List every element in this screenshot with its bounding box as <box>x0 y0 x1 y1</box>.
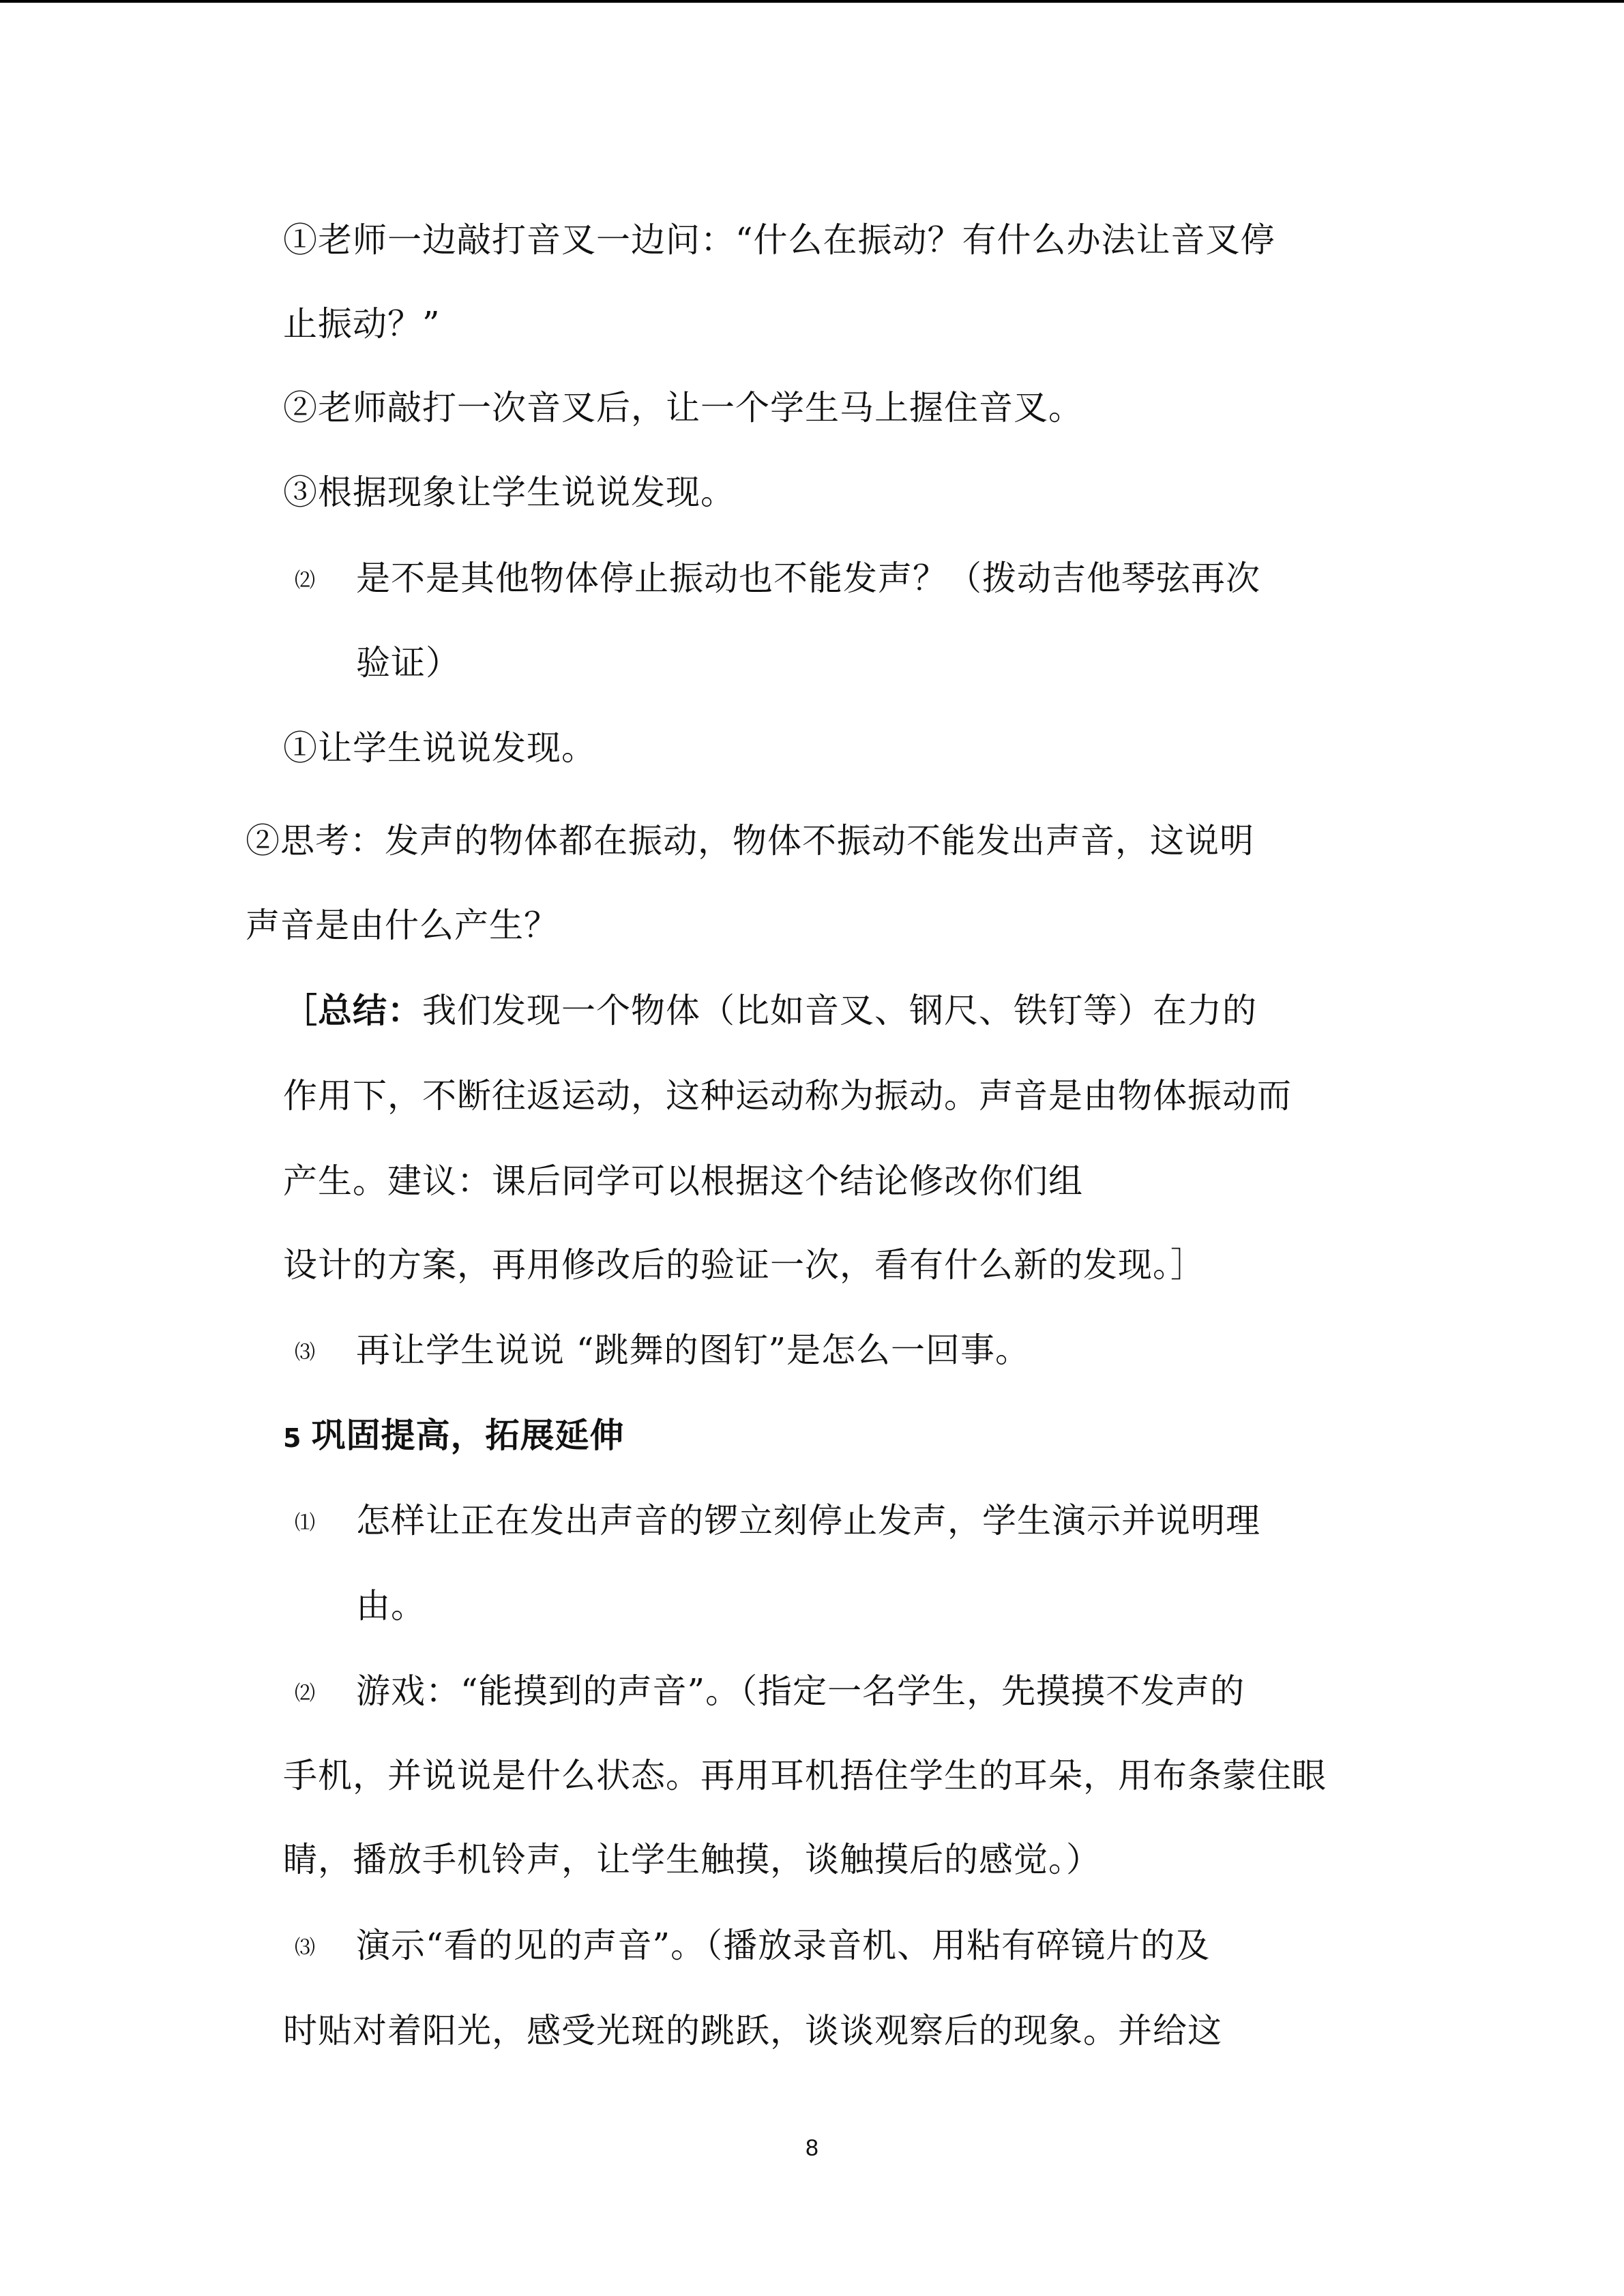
numbered-line <box>295 1671 1245 1714</box>
line-text: 怎样让正在发出声音的锣立刻停止发声，学生演示并说明理 <box>356 1501 1260 1540</box>
text-line: 手机，并说说是什么状态。再用耳机捂住学生的耳朵，用布条蒙住眼 <box>283 1756 1327 1795</box>
section-title: 巩固提高，拓展延伸 <box>311 1415 625 1455</box>
line-text: 再让学生说说 “跳舞的图钉”是怎么一回事。 <box>356 1330 1031 1370</box>
item-number: ⑴ <box>295 1511 316 1535</box>
numbered-line <box>295 1500 1260 1544</box>
numbered-line <box>295 1925 1210 1969</box>
text-line: 止振动？” <box>283 304 441 344</box>
text-line: ②老师敲打一次音叉后，让一个学生马上握住音叉。 <box>283 388 1083 428</box>
text-line: 产生。建议：课后同学可以根据这个结论修改你们组 <box>283 1161 1083 1201</box>
text-line: ①让学生说说发现。 <box>283 728 596 768</box>
line-text: 演示“看的见的声音”。（播放录音机、用粘有碎镜片的及 <box>356 1926 1211 1965</box>
text-line: ③根据现象让学生说说发现。 <box>283 473 735 512</box>
text-line: 声音是由什么产生？ <box>246 906 559 945</box>
text-line: ①老师一边敲打音叉一边问：“什么在振动？有什么办法让音叉停 <box>283 220 1275 260</box>
line-text: 是不是其他物体停止振动也不能发声？（拨动吉他琴弦再次 <box>356 558 1260 598</box>
line-text: 游戏：“能摸到的声音”。（指定一名学生，先摸摸不发声的 <box>356 1671 1245 1711</box>
text-line: 睛，播放手机铃声，让学生触摸，谈触摸后的感觉。） <box>283 1840 1101 1879</box>
numbered-line <box>295 1330 1030 1373</box>
section-number: 5 <box>283 1423 302 1453</box>
text-line: 由。 <box>356 1586 426 1626</box>
line-text: 我们发现一个物体（比如音叉、钢尺、铁钉等）在力的 <box>422 991 1257 1030</box>
item-number: ⑶ <box>295 1936 316 1960</box>
item-number: ⑵ <box>295 1682 316 1705</box>
section-heading <box>283 1415 624 1459</box>
text-line: 验证） <box>356 643 460 683</box>
top-border <box>0 0 1624 3</box>
text-line: 时贴对着阳光，感受光斑的跳跃，谈谈观察后的现象。并给这 <box>283 2011 1222 2051</box>
page-number: 8 <box>806 2135 818 2161</box>
numbered-line <box>295 558 1260 601</box>
item-number: ⑵ <box>295 569 316 593</box>
item-number: ⑶ <box>295 1341 316 1365</box>
summary-line <box>283 990 1257 1031</box>
text-line: 作用下，不断往返运动，这种运动称为振动。声音是由物体振动而 <box>283 1076 1292 1116</box>
text-line: 设计的方案，再用修改后的验证一次，看有什么新的发现。］ <box>283 1245 1205 1285</box>
text-line: ②思考：发声的物体都在振动，物体不振动不能发出声音，这说明 <box>246 821 1254 861</box>
summary-label: ［总结： <box>283 990 422 1030</box>
